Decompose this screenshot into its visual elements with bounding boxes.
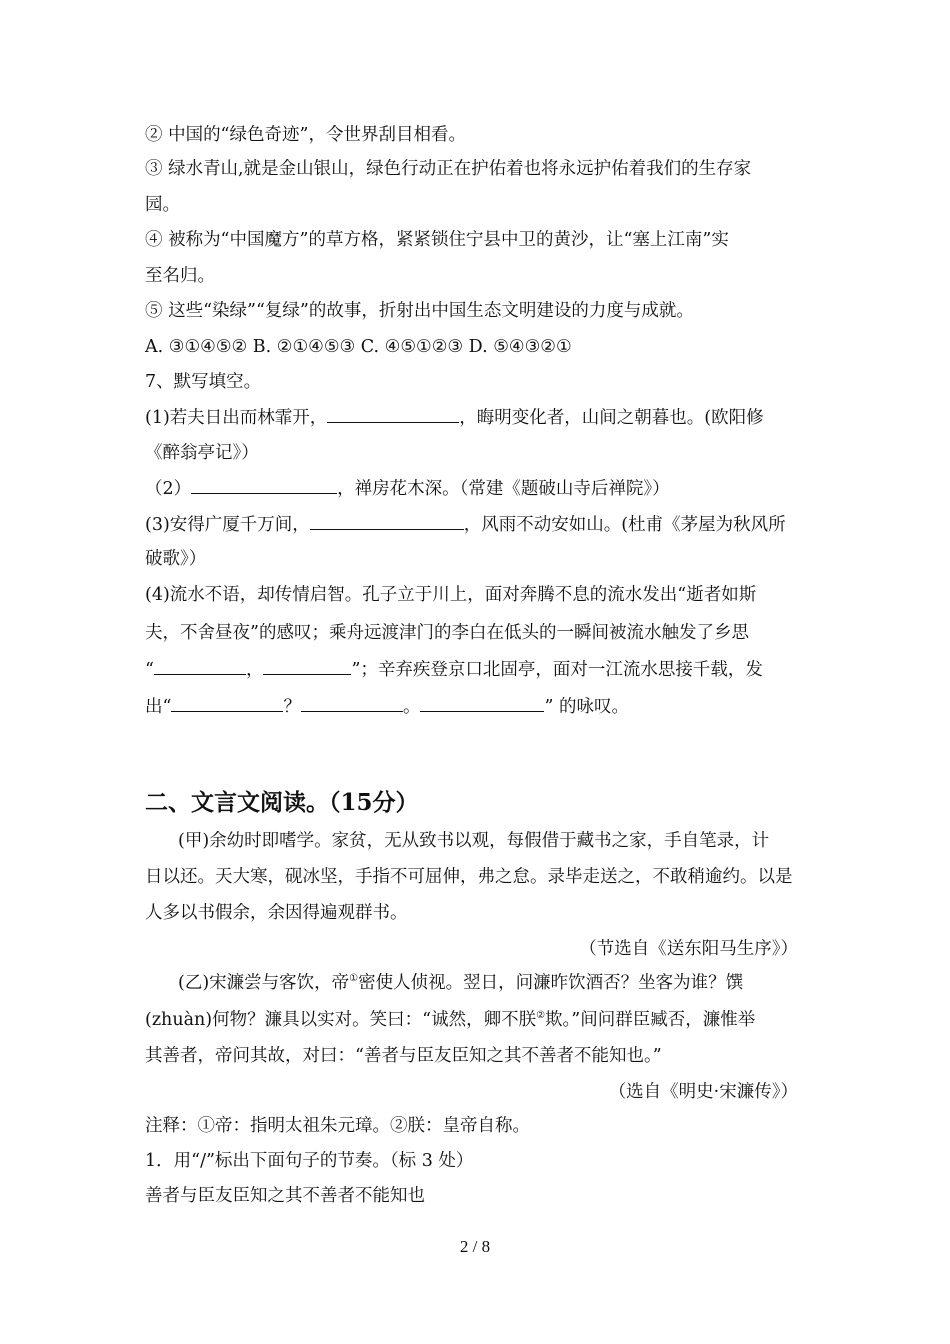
q7-item3-line2: 破歌》） [145,549,207,569]
answer-blank[interactable] [327,404,459,423]
answer-blank[interactable] [310,511,464,530]
passage-jia-line1: (甲)余幼时即嗜学。家贫，无从致书以观，每假借于藏书之家，手自笔录，计 [178,831,770,851]
q6-sentence-5: ⑤ 这些“染绿”“复绿”的故事，折射出中国生态文明建设的力度与成就。 [145,301,694,321]
passage-yi-line2: (zhuàn)何物？濂具以实对。笑曰：“诚然，卿不朕②欺。”间问群臣臧否，濂惟举 [145,1010,756,1030]
q6-sentence-3-line2: 园。 [145,195,180,215]
passage-jia-source: （节选自《送东阳马生序》） [579,939,798,959]
answer-blank[interactable] [420,693,544,712]
question-1: 1．用“/”标出下面句子的节奏。（标 3 处） [145,1151,474,1171]
answer-blank[interactable] [191,475,337,494]
footnote-marker: ① [349,973,359,985]
q6-options: A. ③①④⑤② B. ②①④⑤③ C. ④⑤①②③ D. ⑤④③②① [145,337,572,357]
passage-jia-line2: 日以还。天大寒，砚冰坚，手指不可屈伸，弗之怠。录毕走送之，不敢稍逾约。以是 [145,867,793,887]
answer-blank[interactable] [171,693,283,712]
q7-item4-line2: 夫，不舍昼夜”的感叹；乘舟远渡津门的李白在低头的一瞬间被流水触发了乡思 [145,623,749,643]
q6-sentence-4-line2: 至名归。 [145,266,215,286]
answer-blank[interactable] [263,656,351,675]
q6-sentence-2: ② 中国的“绿色奇迹”，令世界刮目相看。 [145,125,466,145]
q7-item2: （2） ，禅房花木深。（常建《题破山寺后禅院》） [145,475,820,502]
q7-title: 7、默写填空。 [145,372,262,392]
page-number: 2 / 8 [459,1237,491,1256]
q6-sentence-4-line1: ④ 被称为“中国魔方”的草方格，紧紧锁住宁县中卫的黄沙，让“塞上江南”实 [145,230,729,250]
passage-yi-source: （选自《明史·宋濂传》） [608,1082,798,1102]
q7-item4-line3: “ ， ”；辛弃疾登京口北固亭，面对一江流水思接千载，发 [145,656,820,683]
q7-item1-line2: 《醉翁亭记》） [145,443,259,463]
footnotes: 注释：①帝：指明太祖朱元璋。②朕：皇帝自称。 [145,1116,530,1136]
q7-item4-line4: 出“ ？ 。 ” 的咏叹。 [145,693,820,720]
question-1-sentence: 善者与臣友臣知之其不善者不能知也 [145,1186,425,1206]
q7-item1-line1: (1)若夫日出而林霏开， ，晦明变化者，山间之朝暮也。(欧阳修 [145,404,820,431]
footnote-marker: ② [536,1010,546,1022]
q7-item3-line1: (3)安得广厦千万间， ，风雨不动安如山。(杜甫《茅屋为秋风所 [145,511,820,538]
section-title: 二、文言文阅读。（15分） [145,789,419,816]
passage-yi-line3: 其善者，帝问其故，对曰：“善者与臣友臣知之其不善者不能知也。” [145,1046,662,1066]
answer-blank[interactable] [301,693,403,712]
q6-sentence-3-line1: ③ 绿水青山,就是金山银山，绿色行动正在护佑着也将永远护佑着我们的生存家 [145,159,752,179]
passage-yi-line1: (乙)宋濂尝与客饮，帝①密使人侦视。翌日，问濂昨饮酒否？坐客为谁？馔 [178,973,744,993]
answer-blank[interactable] [154,656,246,675]
q7-item4-line1: (4)流水不语，却传情启智。孔子立于川上，面对奔腾不息的流水发出“逝者如斯 [145,585,757,605]
passage-jia-line3: 人多以书假余，余因得遍观群书。 [145,903,408,923]
